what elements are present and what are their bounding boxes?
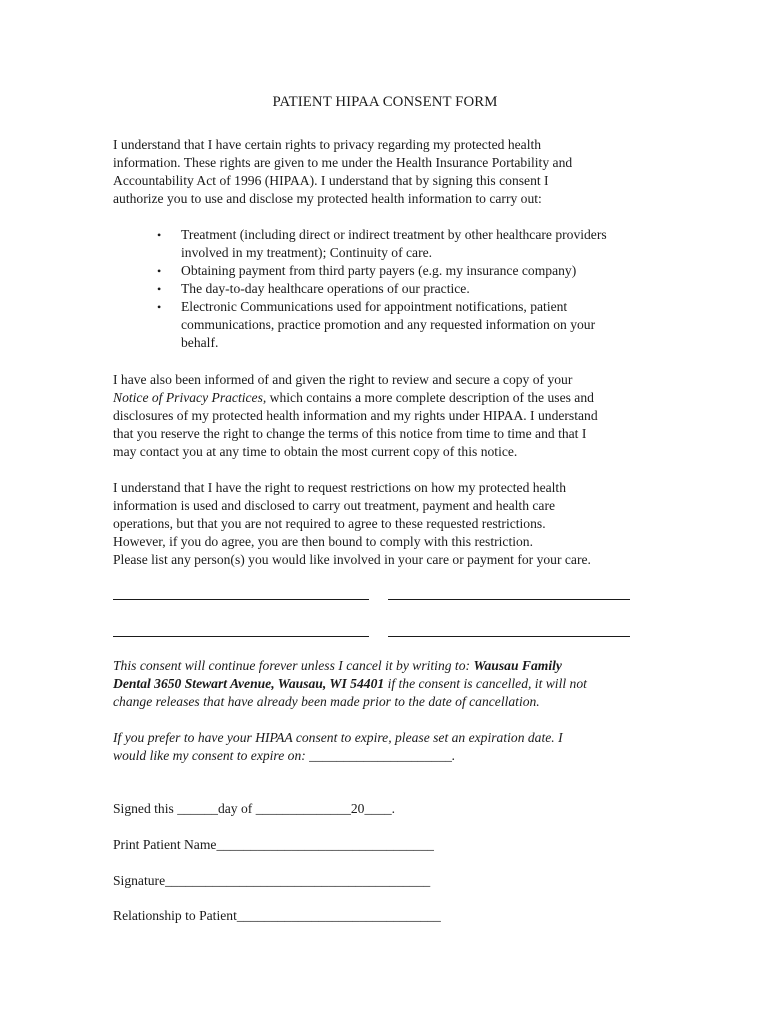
intro-line: Accountability Act of 1996 (HIPAA). I understand that by signing this consent I xyxy=(113,173,549,188)
bullet-icon: • xyxy=(157,282,162,296)
privacy-line xyxy=(113,389,663,407)
print-patient-name-field[interactable]: Print Patient Name________________________________ xyxy=(113,837,434,852)
restriction-line: information is used and disclosed to carry out treatment, payment and health care xyxy=(113,498,556,513)
signature-field[interactable]: Signature_______________________________________ xyxy=(113,873,431,888)
bullet-icon: • xyxy=(157,264,162,278)
privacy-line: may contact you at any time to obtain the most current copy of this notice. xyxy=(113,444,518,459)
list-item-treatment xyxy=(113,226,673,262)
involved-person-blank-4[interactable] xyxy=(388,636,630,637)
cancellation-line xyxy=(113,657,673,675)
list-item-text: Electronic Communications used for appointment notifications, patient xyxy=(181,299,568,314)
privacy-line: that you reserve the right to change the terms of this notice from time to time and that I xyxy=(113,426,587,441)
bullet-icon: • xyxy=(157,300,162,314)
privacy-line: disclosures of my protected health information and my rights under HIPAA. I understand xyxy=(113,408,598,423)
restriction-line: Please list any person(s) you would like involved in your care or payment for your care. xyxy=(113,552,591,567)
involved-person-blank-1[interactable] xyxy=(113,599,369,600)
list-item-text: communications, practice promotion and any requested information on your xyxy=(181,317,596,332)
intro-line: I understand that I have certain rights to privacy regarding my protected health xyxy=(113,137,542,152)
privacy-line: I have also been informed of and given the right to review and secure a copy of your xyxy=(113,372,573,387)
list-item-electronic-communications xyxy=(113,298,673,352)
intro-line: authorize you to use and disclose my protected health information to carry out: xyxy=(113,191,542,206)
cancellation-paragraph xyxy=(113,657,673,711)
intro-paragraph xyxy=(113,136,663,208)
expiration-date-field[interactable]: would like my consent to expire on: _____________________. xyxy=(113,748,456,763)
signed-date-field[interactable]: Signed this ______day of ______________20____. xyxy=(113,801,396,816)
list-item-text: behalf. xyxy=(181,335,219,350)
restriction-line: However, if you do agree, you are then bound to comply with this restriction. xyxy=(113,534,534,549)
practice-name: Wausau Family xyxy=(473,658,562,673)
involved-person-blank-2[interactable] xyxy=(388,599,630,600)
expiration-line: If you prefer to have your HIPAA consent to expire, please set an expiration date. I xyxy=(113,730,563,745)
relationship-to-patient-field[interactable]: Relationship to Patient______________________________ xyxy=(113,908,441,923)
practice-address: Dental 3650 Stewart Avenue, Wausau, WI 54401 xyxy=(113,676,385,691)
privacy-notice-paragraph xyxy=(113,371,663,461)
list-item-text: The day-to-day healthcare operations of our practice. xyxy=(181,281,470,296)
list-item-text: involved in my treatment); Continuity of care. xyxy=(181,245,433,260)
restriction-line: operations, but that you are not required to agree to these requested restrictions. xyxy=(113,516,546,531)
cancellation-line xyxy=(113,675,673,693)
list-item-text: Obtaining payment from third party payers (e.g. my insurance company) xyxy=(181,263,577,278)
list-item-payment xyxy=(113,262,673,280)
cancellation-text: This consent will continue forever unless I cancel it by writing to: xyxy=(113,658,474,673)
form-title: PATIENT HIPAA CONSENT FORM xyxy=(272,94,498,110)
consent-purposes-list xyxy=(113,226,673,352)
restrictions-paragraph xyxy=(113,479,663,569)
cancellation-text: if the consent is cancelled, it will not xyxy=(384,676,587,691)
bullet-icon: • xyxy=(157,228,162,242)
list-item-text: Treatment (including direct or indirect treatment by other healthcare providers xyxy=(181,227,607,242)
notice-of-privacy-practices: Notice of Privacy Practices, xyxy=(113,390,267,405)
involved-person-blank-3[interactable] xyxy=(113,636,369,637)
intro-line: information. These rights are given to me under the Health Insurance Portability and xyxy=(113,155,573,170)
expiration-paragraph xyxy=(113,729,663,765)
privacy-line-rest: which contains a more complete description of the uses and xyxy=(266,390,594,405)
cancellation-line: change releases that have already been made prior to the date of cancellation. xyxy=(113,694,540,709)
restriction-line: I understand that I have the right to request restrictions on how my protected health xyxy=(113,480,566,495)
list-item-operations xyxy=(113,280,673,298)
